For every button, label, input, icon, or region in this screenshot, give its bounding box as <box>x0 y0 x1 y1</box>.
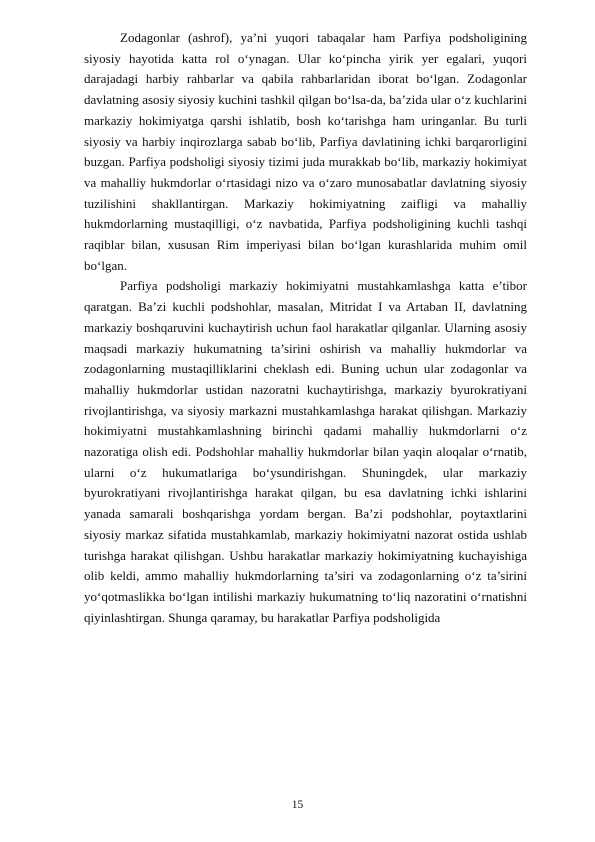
paragraph-ashrof: Zodagonlar (ashrof), ya’ni yuqori tabaqalar ham Parfiya podsholigining siyosiy hayotida katta rol o‘ynagan. Ular ko‘pincha yirik yer egalari, yuqori darajadagi harbiy rahbarlar va qabila rahbarlaridan iborat bo‘lgan. Zodagonlar davlatning asosiy siyosiy kuchini tashkil qilgan bo‘lsa-da, ba’zida ular o‘z kuchlarini markaziy hokimiyatga qarshi ishlatib, bosh ko‘tarishga ham uringanlar. Bu turli siyosiy va harbiy inqirozlarga sabab bo‘lib, Parfiya davlatining ichki barqarorligini buzgan. Parfiya podsholigi siyosiy tizimi juda murakkab bo‘lib, markaziy hokimiyat va mahalliy hukmdorlar o‘rtasidagi nizo va o‘zaro munosabatlar davlatning siyosiy tuzilishini shakllantirgan. Markaziy hokimiyatning zaifligi va mahalliy hukmdorlarning mustaqilligi, o‘z navbatida, Parfiya podsholigining kuchli tashqi raqiblar bilan, xususan Rim imperiyasi bilan bo‘lgan kurashlarida muhim omil bo‘lgan. <box>84 30 527 273</box>
paragraph-central-authority: Parfiya podsholigi markaziy hokimiyatni mustahkamlashga katta e’tibor qaratgan. Ba’zi kuchli podshohlar, masalan, Mitridat I va Artaban II, davlatning markaziy boshqaruvini kuchaytirish uchun faol harakatlar qilganlar. Ularning asosiy maqsadi markaziy hukumatning ta’sirini oshirish va mahalliy hukmdorlar va zodagonlarning mustaqilliklarini cheklash edi. Buning uchun ular zodagonlar va mahalliy hukmdorlar ustidan nazoratni kuchaytirishga, markaziy byurokratiyani rivojlantirishga, va siyosiy markazni mustahkamlashga harakat qilishgan. Markaziy hokimiyatni mustahkamlashning birinchi qadami mahalliy hukmdorlarni o‘z nazoratiga olish edi. Podshohlar mahalliy hukmdorlar bilan yaqin aloqalar o‘rnatib, ularni o‘z hukumatlariga bo‘ysundirishgan. Shuningdek, ular markaziy byurokratiyani rivojlantirishga harakat qilgan, bu esa davlatning ichki ishlarini yanada samarali boshqarishga yordam bergan. Ba’zi podshohlar, poytaxtlarini siyosiy markaz sifatida mustahkamlab, markaziy hokimiyatni nazorat ostida ushlab turishga harakat qilishgan. Ushbu harakatlar markaziy hokimiyatning kuchayishiga olib keldi, ammo mahalliy hukmdorlarning ta’siri va zodagonlarning o‘z ta’sirini yo‘qotmaslikka bo‘lgan intilishi markaziy hukumatning to‘liq nazoratini o‘rnatishni qiyinlashtirgan. Shunga qaramay, bu harakatlar Parfiya podsholigida <box>84 278 527 625</box>
page-number: 15 <box>291 799 304 811</box>
body-text <box>84 28 527 628</box>
